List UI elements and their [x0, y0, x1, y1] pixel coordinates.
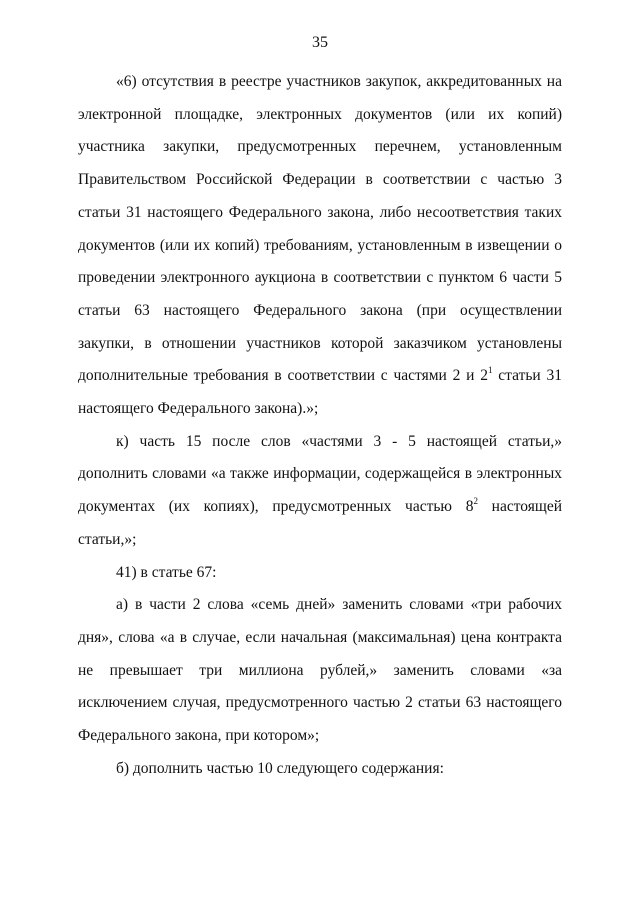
- paragraph-text: «6) отсутствия в реестре участников закупок, аккредитованных на электронной площадке, электронных документов (или их копий) участника закупки, предусмотренных перечнем, установленным Правительством Российской Федерации в соответствии с частью 3 статьи 31 настоящего Федерального закона, либо несоответствия таких документов (или их копий) требованиям, установленным в извещении о проведении электронного аукциона в соответствии с пунктом 6 части 5 статьи 63 настоящего Федерального закона (при осуществлении закупки, в отношении участников которой заказчиком установлены дополнительные требования в соответствии с частями 2 и 2: [78, 73, 562, 385]
- paragraph-text: настоящей статьи,»;: [78, 498, 562, 548]
- paragraph-item-6: [78, 66, 562, 426]
- paragraph-text: к) часть 15 после слов «частями 3 - 5 настоящей статьи,» дополнить словами «а также информации, содержащейся в электронных документах (их копиях), предусмотренных частью 8: [78, 432, 562, 516]
- page-number: 35: [312, 34, 328, 51]
- superscript: 2: [473, 496, 478, 507]
- superscript: 1: [487, 365, 493, 376]
- paragraph-item-a: а) в части 2 слова «семь дней» заменить словами «три рабочих дня», слова «а в случае, если начальная (максимальная) цена контракта не превышает три миллиона рублей,» заменить словами «за исключением случая, предусмотренного частью 2 статьи 63 настоящего Федерального закона, при котором»;: [78, 596, 562, 745]
- paragraph-item-b: б) дополнить частью 10 следующего содержания:: [116, 759, 444, 777]
- paragraph-item-41: 41) в статье 67:: [116, 563, 217, 581]
- paragraph-text: статьи 31 настоящего Федерального закона).»;: [78, 367, 562, 418]
- document-body: [78, 66, 562, 785]
- paragraph-item-k: [78, 426, 562, 557]
